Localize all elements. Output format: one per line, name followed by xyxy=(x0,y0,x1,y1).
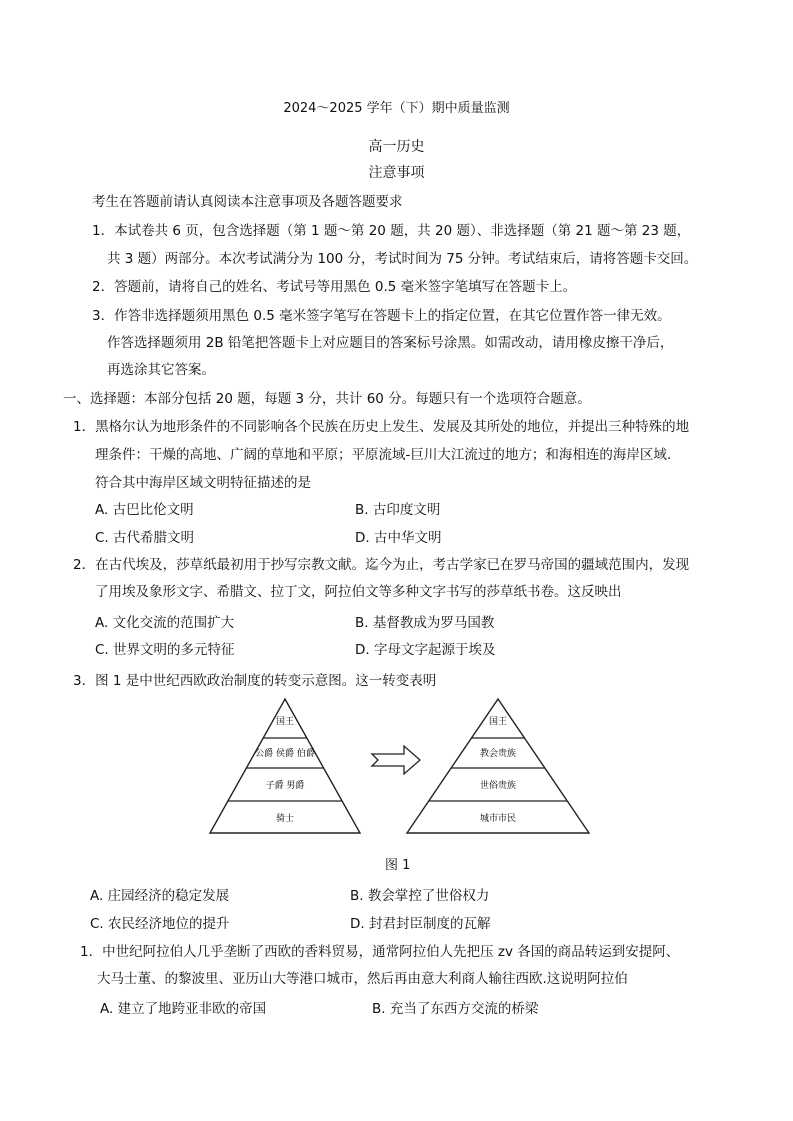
q4-option-b[interactable]: B. 充当了东西方交流的桥梁 xyxy=(372,1001,539,1017)
q1-option-b[interactable]: B. 古印度文明 xyxy=(355,502,441,518)
instruction-3-line1: 3．作答非选择题须用黑色 0.5 毫米签字笔写在答题卡上的指定位置，在其它位置作答一律无效。 xyxy=(92,308,671,324)
left-level-1: 国王 xyxy=(275,717,295,727)
exam-title: 2024～2025 学年（下）期中质量监测 xyxy=(283,101,510,116)
right-level-4: 城市市民 xyxy=(479,814,517,824)
right-level-1: 国王 xyxy=(488,717,508,727)
q4-option-a[interactable]: A. 建立了地跨亚非欧的帝国 xyxy=(100,1001,267,1017)
q2-option-d[interactable]: D. 字母文字起源于埃及 xyxy=(355,642,496,658)
q3-option-c[interactable]: C. 农民经济地位的提升 xyxy=(90,916,230,932)
q4-line1: 1．中世纪阿拉伯人几乎垄断了西欧的香料贸易，通常阿拉伯人先把压 zv 各国的商品转运到安提阿、 xyxy=(80,944,680,960)
left-level-2: 公爵 侯爵 伯爵 xyxy=(255,749,315,759)
q1-option-c[interactable]: C. 古代希腊文明 xyxy=(95,530,195,546)
section-heading: 一、选择题：本部分包括 20 题，每题 3 分，共计 60 分。每题只有一个选项符合题意。 xyxy=(63,391,591,407)
right-pyramid xyxy=(407,699,589,833)
instruction-2: 2．答题前，请将自己的姓名、考试号等用黑色 0.5 毫米签字笔填写在答题卡上。 xyxy=(92,279,577,295)
q3-option-b[interactable]: B. 教会掌控了世俗权力 xyxy=(350,888,490,904)
q2-line2: 了用埃及象形文字、希腊文、拉丁文，阿拉伯文等多种文字书写的莎草纸书卷。这反映出 xyxy=(95,584,622,600)
q4-line2: 大马士董、的黎波里、亚历山大等港口城市，然后再由意大利商人输往西欧.这说明阿拉伯 xyxy=(97,971,628,987)
left-pyramid xyxy=(210,699,360,833)
right-level-3: 世俗贵族 xyxy=(479,781,517,791)
figure-caption: 图 1 xyxy=(385,858,411,873)
instruction-3-line2: 作答选择题须用 2B 铅笔把答题卡上对应题目的答案标号涂黑。如需改动，请用橡皮擦干净后， xyxy=(107,335,674,351)
subject-title: 高一历史 xyxy=(368,139,425,155)
right-level-2: 教会贵族 xyxy=(479,749,517,759)
left-level-4: 骑士 xyxy=(275,814,295,824)
instruction-1-line2: 共 3 题）两部分。本次考试满分为 100 分，考试时间为 75 分钟。考试结束后，请将答题卡交回。 xyxy=(107,251,698,267)
q1-line1: 1．黑格尔认为地形条件的不同影响各个民族在历史上发生、发展及其所处的地位，并提出三种特殊的地 xyxy=(73,419,690,435)
arrow-icon xyxy=(372,746,420,774)
q3-option-d[interactable]: D. 封君封臣制度的瓦解 xyxy=(350,916,491,932)
q2-option-c[interactable]: C. 世界文明的多元特征 xyxy=(95,642,235,658)
q2-line1: 2．在古代埃及，莎草纸最初用于抄写宗教文献。迄今为止，考古学家已在罗马帝国的疆域范围内，发现 xyxy=(73,557,690,573)
q1-option-a[interactable]: A. 古巴比伦文明 xyxy=(95,502,194,518)
q1-line2: 理条件：干燥的高地、广阔的草地和平原；平原流域-巨川大江流过的地方；和海相连的海岸区域. xyxy=(95,447,672,463)
figure-pyramids xyxy=(200,695,600,840)
q3-line1: 3．图 1 是中世纪西欧政治制度的转变示意图。这一转变表明 xyxy=(73,673,437,689)
q2-option-a[interactable]: A. 文化交流的范围扩大 xyxy=(95,615,235,631)
left-level-3: 子爵 男爵 xyxy=(265,781,305,791)
instructions-intro: 考生在答题前请认真阅读本注意事项及各题答题要求 xyxy=(92,194,403,210)
q3-option-a[interactable]: A. 庄园经济的稳定发展 xyxy=(90,888,230,904)
instruction-1-line1: 1．本试卷共 6 页，包含选择题（第 1 题～第 20 题，共 20 题）、非选择题（第 21 题～第 23 题， xyxy=(92,223,691,239)
notice-title: 注意事项 xyxy=(368,165,425,181)
q1-option-d[interactable]: D. 古中华文明 xyxy=(355,530,442,546)
q2-option-b[interactable]: B. 基督教成为罗马国教 xyxy=(355,615,495,631)
instruction-3-line3: 再选涂其它答案。 xyxy=(107,362,215,378)
q1-line3: 符合其中海岸区域文明特征描述的是 xyxy=(95,475,311,491)
